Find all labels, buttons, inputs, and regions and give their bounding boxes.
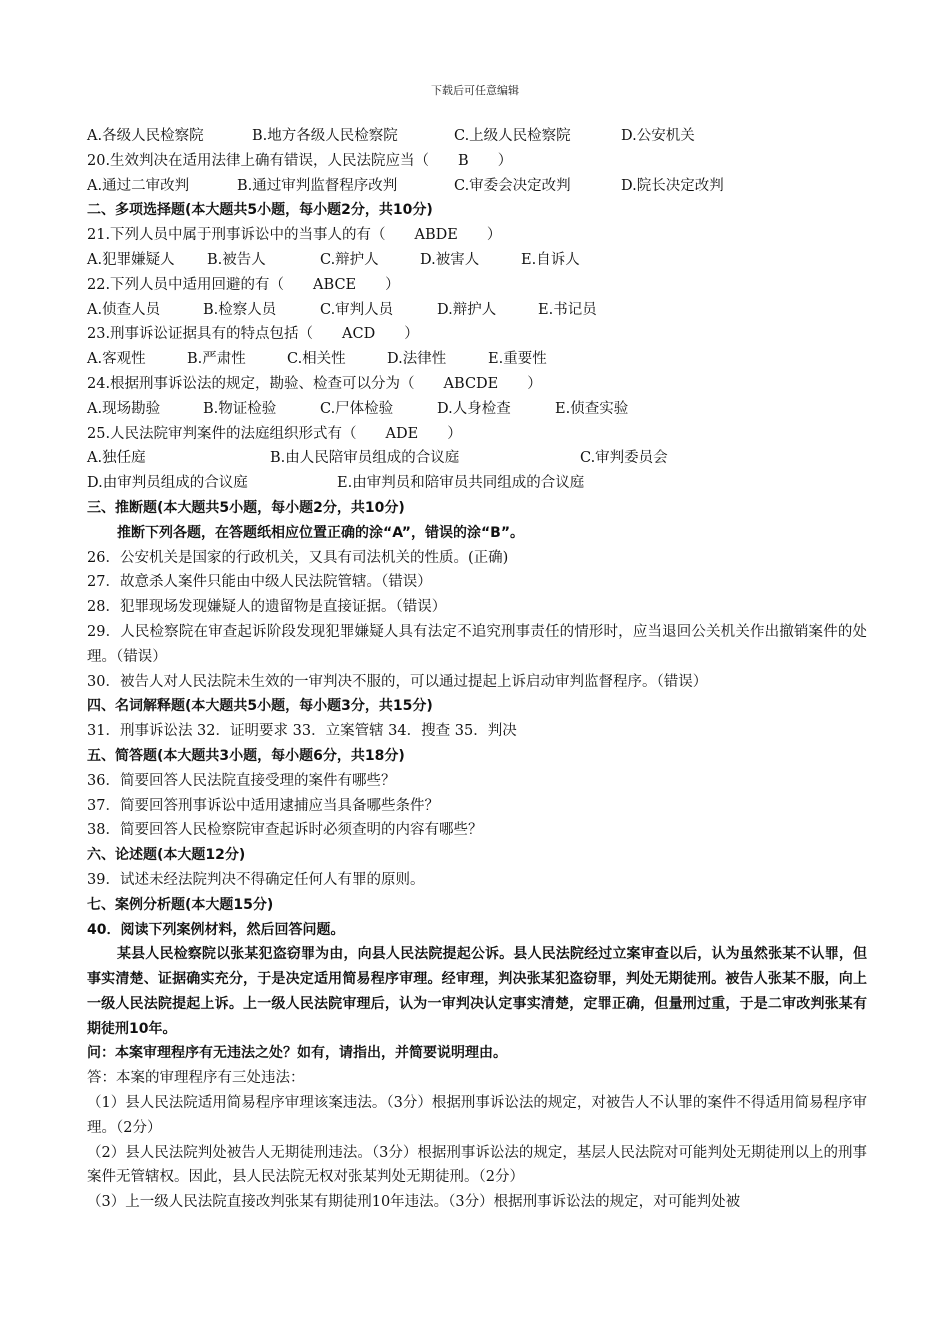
option: D.公安机关 <box>621 128 695 144</box>
q25-options-row1 <box>87 446 867 471</box>
question-40: 40．阅读下列案例材料，然后回答问题。 <box>87 921 345 938</box>
q21-options <box>87 248 867 273</box>
option: B.地方各级人民检察院 <box>252 128 398 144</box>
option: D.院长决定改判 <box>621 177 724 194</box>
section-2-title: 二、多项选择题(本大题共5小题，每小题2分，共10分) <box>87 202 433 219</box>
question-37: 37．简要回答刑事诉讼中适用逮捕应当具备哪些条件？ <box>87 797 439 814</box>
question-26: 26．公安机关是国家的行政机关，又具有司法机关的性质。(正确) <box>87 549 509 566</box>
section-3-instructions: 推断下列各题，在答题纸相应位置正确的涂“A”，错误的涂“B”。 <box>117 524 525 541</box>
section-3-title: 三、推断题(本大题共5小题，每小题2分，共10分) <box>87 499 405 516</box>
option: E.书记员 <box>538 301 597 318</box>
option: C.尸体检验 <box>320 400 394 417</box>
q24-options <box>87 397 867 422</box>
question-38: 38．简要回答人民检察院审查起诉时必须查明的内容有哪些？ <box>87 822 483 839</box>
q20-options <box>87 174 867 199</box>
q25-options-row2 <box>87 471 867 496</box>
option: B.通过审判监督程序改判 <box>237 177 398 194</box>
option: A.独任庭 <box>87 450 146 467</box>
option: C.审判人员 <box>320 301 394 318</box>
case-question: 问：本案审理程序有无违法之处？如有，请指出，并简要说明理由。 <box>87 1045 507 1062</box>
answer-point-2: （2）县人民法院判处被告人无期徒刑违法。（3分）根据刑事诉讼法的规定，基层人民法院对可能判处无期徒刑以上的刑事案件无管辖权。因此，县人民法院无权对张某判处无期徒刑。（2分） <box>87 1144 867 1186</box>
question-30: 30．被告人对人民法院未生效的一审判决不服的，可以通过提起上诉启动审判监督程序。（错误） <box>87 673 708 690</box>
answer-intro: 答：本案的审理程序有三处违法： <box>87 1070 305 1087</box>
option: E.自诉人 <box>521 251 580 268</box>
question-27: 27．故意杀人案件只能由中级人民法院管辖。（错误） <box>87 574 432 591</box>
option: D.辩护人 <box>437 301 497 318</box>
option: E.侦查实验 <box>555 400 629 417</box>
option: E.重要性 <box>488 351 547 368</box>
case-text: 某县人民检察院以张某犯盗窃罪为由，向县人民法院提起公诉。县人民法院经过立案审查以后，认为虽然张某不认罪，但事实清楚、证据确实充分，于是决定适用简易程序审理。经审理，判决张某犯盗窃罪，判处无期徒刑。被告人张某不服，向上一级人民法院提起上诉。上一级人民法院审理后，认为一审判决认定事实清楚，定罪正确，但量刑过重，于是二审改判张某有期徒刑10年。 <box>87 946 867 1037</box>
answer-point-3: （3）上一级人民法院直接改判张某有期徒刑10年违法。（3分）根据刑事诉讼法的规定，对可能判处被 <box>87 1194 741 1211</box>
page-header: 下载后可任意编辑 <box>431 84 519 97</box>
section-4-title: 四、名词解释题(本大题共5小题，每小题3分，共15分) <box>87 698 433 715</box>
option: A.客观性 <box>87 351 146 368</box>
question-29: 29．人民检察院在审查起诉阶段发现犯罪嫌疑人具有法定不追究刑事责任的情形时，应当退回公关机关作出撤销案件的处理。（错误） <box>87 623 867 665</box>
option: A.犯罪嫌疑人 <box>87 251 175 268</box>
option: A.通过二审改判 <box>87 177 190 194</box>
q23-options <box>87 347 867 372</box>
option: D.法律性 <box>387 351 447 368</box>
option: D.人身检查 <box>437 400 511 417</box>
option: A.现场勘验 <box>87 400 161 417</box>
question-39: 39．试述未经法院判决不得确定任何人有罪的原则。 <box>87 871 425 888</box>
question-21: 21.下列人员中属于刑事诉讼中的当事人的有（ ABDE ） <box>87 227 502 244</box>
option: D.由审判员组成的合议庭 <box>87 475 248 492</box>
q22-options <box>87 298 867 323</box>
option: C.辩护人 <box>320 251 379 268</box>
option: C.相关性 <box>287 351 346 368</box>
option: E.由审判员和陪审员共同组成的合议庭 <box>337 475 585 492</box>
option: C.上级人民检察院 <box>454 128 571 144</box>
question-25: 25.人民法院审判案件的法庭组织形式有（ ADE ） <box>87 425 462 442</box>
section-5-title: 五、简答题(本大题共3小题，每小题6分，共18分) <box>87 747 405 764</box>
option: D.被害人 <box>420 251 480 268</box>
option: A.各级人民检察院 <box>87 128 204 144</box>
option: B.检察人员 <box>203 301 277 318</box>
question-36: 36．简要回答人民法院直接受理的案件有哪些？ <box>87 772 396 789</box>
option: B.物证检验 <box>203 400 277 417</box>
q19-options <box>87 124 867 149</box>
option: C.审委会决定改判 <box>454 177 571 194</box>
question-23: 23.刑事诉讼证据具有的特点包括（ ACD ） <box>87 326 419 343</box>
section-7-title: 七、案例分析题(本大题15分) <box>87 896 274 913</box>
exam-content <box>87 124 867 1215</box>
section-6-title: 六、论述题(本大题12分) <box>87 847 246 864</box>
option: B.由人民陪审员组成的合议庭 <box>270 450 460 467</box>
question-24: 24.根据刑事诉讼法的规定，勘验、检查可以分为（ ABCDE ） <box>87 375 542 392</box>
question-28: 28．犯罪现场发现嫌疑人的遗留物是直接证据。（错误） <box>87 599 447 616</box>
answer-point-1: （1）县人民法院适用简易程序审理该案违法。（3分）根据刑事诉讼法的规定，对被告人不认罪的案件不得适用简易程序审理。（2分） <box>87 1095 867 1136</box>
question-22: 22.下列人员中适用回避的有（ ABCE ） <box>87 276 400 293</box>
question-20: 20.生效判决在适用法律上确有错误，人民法院应当（ B ） <box>87 152 513 169</box>
questions-31-35: 31．刑事诉讼法 32．证明要求 33．立案管辖 34．搜查 35．判决 <box>87 723 517 740</box>
option: A.侦查人员 <box>87 301 161 318</box>
option: B.被告人 <box>207 251 266 268</box>
option: B.严肃性 <box>187 351 246 368</box>
option: C.审判委员会 <box>580 450 668 467</box>
